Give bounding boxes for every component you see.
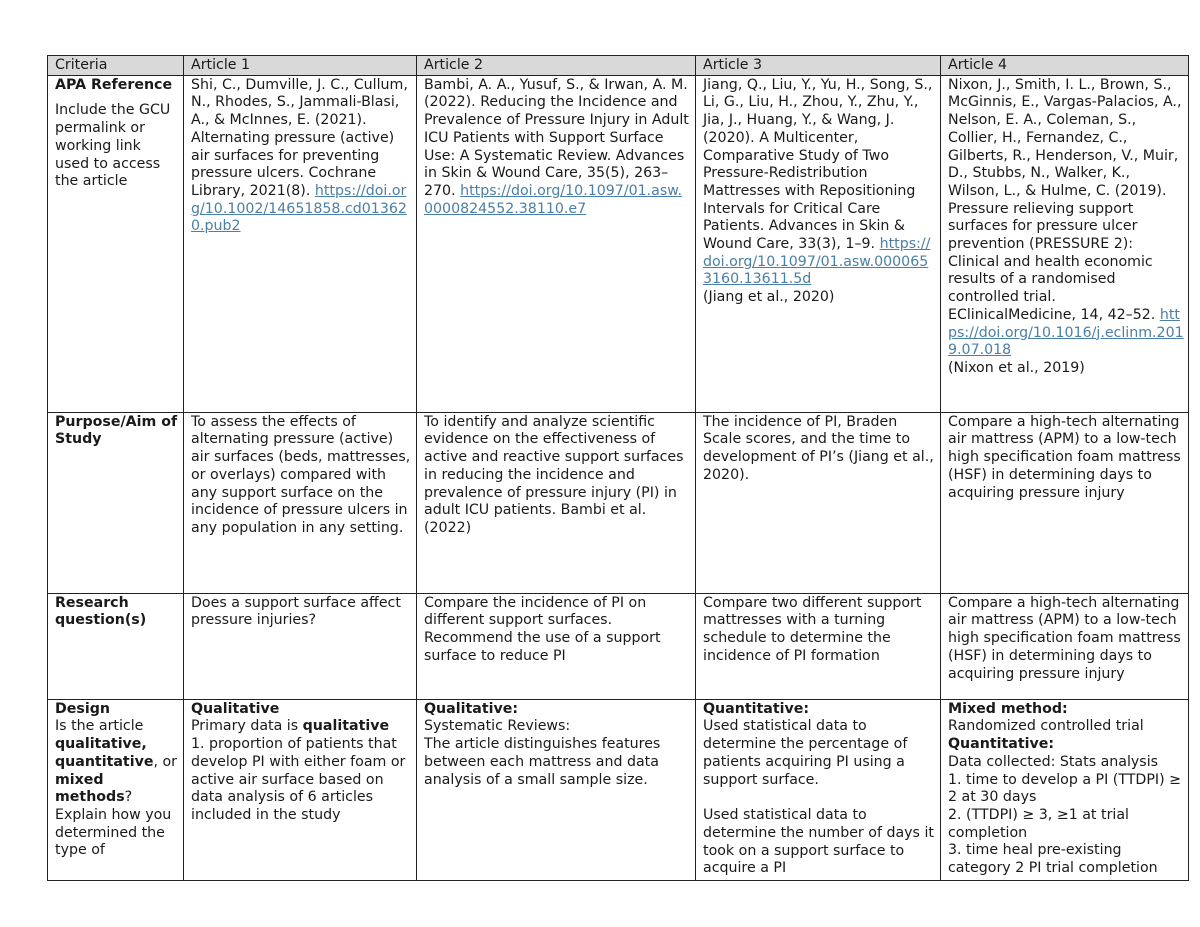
apa-article-1 [184, 75, 417, 412]
header-criteria: Criteria [48, 56, 184, 76]
design-a1-body: 1. proportion of patients that develop PI with either foam or active air surface based on data analysis of 6 articles included in the study [191, 736, 406, 823]
purpose-article-4: Compare a high-tech alternating air mattress (APM) to a low-tech high specification foam mattress (HSF) in determining days to acquiring pressure injury [941, 412, 1189, 593]
header-article-1: Article 1 [184, 56, 417, 76]
design-a1-head: Qualitative [191, 700, 280, 717]
apa-a2-citation: Bambi, A. A., Yusuf, S., & Irwan, A. M. (2022). Reducing the Incidence and Prevalence of Pressure Injury in Adult ICU Patients with Support Surface Use: A Systematic Review. Advances in Skin & Wound Care, 35(5), 263–270. [424, 76, 689, 199]
apa-a3-in-text: (Jiang et al., 2020) [703, 289, 835, 306]
header-row [48, 56, 1189, 76]
research-article-2: Compare the incidence of PI on different support surfaces. Recommend the use of a support surface to reduce PI [417, 593, 696, 699]
design-a2-head: Qualitative: [424, 700, 519, 717]
design-article-3 [696, 699, 941, 880]
apa-article-2 [417, 75, 696, 412]
design-a2-body: The article distinguishes features between each mattress and data analysis of a small sample size. [424, 736, 661, 788]
apa-a2-doi-link[interactable]: https://doi.org/10.1097/01.asw.0000824552.38110.e7 [424, 182, 683, 217]
purpose-label: Purpose/Aim of Study [48, 412, 184, 593]
apa-a1-doi-link[interactable]: https://doi.org/10.1002/14651858.cd013620.pub2 [191, 182, 407, 235]
design-a4-head: Mixed method: [948, 700, 1068, 717]
design-article-1 [184, 699, 417, 880]
design-a1-line1: Primary data is [191, 718, 299, 735]
research-article-3: Compare two different support mattresses with a turning schedule to determine the incidence of PI formation [696, 593, 941, 699]
design-a4-l2: 1. time to develop a PI (TTDPI) ≥ 2 at 30 days [948, 771, 1182, 806]
purpose-article-3: The incidence of PI, Braden Scale scores, and the time to development of PI’s (Jiang et al., 2020). [696, 412, 941, 593]
design-q8: ? [124, 789, 133, 806]
design-a1-line1-bold: qualitative [302, 718, 390, 735]
design-a3-head: Quantitative: [703, 700, 810, 717]
research-article-4: Compare a high-tech alternating air mattress (APM) to a low-tech high specification foam mattress (HSF) in determining days to acquiring pressure injury [941, 593, 1189, 699]
apa-a1-citation: Shi, C., Dumville, J. C., Cullum, N., Rhodes, S., Jammali-Blasi, A., & McInnes, E. (2021). Alternating pressure (active) air surfaces for preventing pressure ulcers. Cochrane Library, 2021(8). [191, 76, 408, 199]
purpose-row [48, 412, 1189, 593]
design-q4: , [153, 753, 158, 770]
header-article-4: Article 4 [941, 56, 1189, 76]
apa-a4-doi-link[interactable]: https://doi.org/10.1016/j.eclinm.2019.07.018 [948, 306, 1184, 359]
design-a4-l4: 3. time heal pre-existing category 2 PI trial completion [948, 842, 1158, 877]
design-a3-p1: Used statistical data to determine the percentage of patients acquiring PI using a support surface. [703, 718, 908, 788]
literature-evaluation-table [47, 55, 1189, 881]
design-q3: quantitative [55, 753, 154, 770]
design-label: Design [55, 700, 110, 717]
apa-a3-doi-link[interactable]: https://doi.org/10.1097/01.asw.0000653160.13611.5d [703, 236, 931, 288]
design-a2-sub: Systematic Reviews: [424, 718, 571, 735]
header-article-2: Article 2 [417, 56, 696, 76]
design-q1: Is the article [55, 718, 144, 735]
apa-a4-citation: Nixon, J., Smith, I. L., Brown, S., McGinnis, E., Vargas-Palacios, A., Nelson, E. A., Coleman, S., Collier, H., Fernandez, C., Gilberts, R., Henderson, V., Muir, D., Stubbs, N., Walker, K., Wilson, L., & Hulme, C. (2019). Pressure relieving support surfaces for pressure ulcer prevention (PRESSURE 2): Clinical and health economic results of a randomised controlled trial. EClinicalMedicine, 14, 42–52. [948, 76, 1182, 323]
research-question-row [48, 593, 1189, 699]
purpose-article-1: To assess the effects of alternating pressure (active) air surfaces (beds, mattresses, or overlays) compared with any support surface on the incidence of pressure ulcers in any population in any setting. [184, 412, 417, 593]
apa-criteria-cell [48, 75, 184, 412]
design-a4-sub: Randomized controlled trial [948, 718, 1144, 735]
research-article-1: Does a support surface affect pressure injuries? [184, 593, 417, 699]
header-article-3: Article 3 [696, 56, 941, 76]
purpose-article-2: To identify and analyze scientific evidence on the effectiveness of active and reactive support surfaces in reducing the incidence and prevalence of pressure injury (PI) in adult ICU patients. Bambi et al. (2022) [417, 412, 696, 593]
design-a3-p2: Used statistical data to determine the number of days it took on a support surface to acquire a PI [703, 807, 934, 877]
apa-reference-row [48, 75, 1189, 412]
apa-a4-in-text: (Nixon et al., 2019) [948, 359, 1085, 376]
design-a4-l1: Data collected: Stats analysis [948, 753, 1159, 770]
apa-article-3 [696, 75, 941, 412]
design-q5: or [162, 753, 177, 770]
apa-label: APA Reference [55, 76, 173, 93]
design-criteria-cell [48, 699, 184, 880]
design-article-4 [941, 699, 1189, 880]
design-row [48, 699, 1189, 880]
design-a4-head2: Quantitative: [948, 736, 1055, 753]
design-q2: qualitative, [55, 736, 147, 753]
design-q7: methods [55, 789, 125, 806]
design-article-2 [417, 699, 696, 880]
apa-a3-citation: Jiang, Q., Liu, Y., Yu, H., Song, S., Li, G., Liu, H., Zhou, Y., Zhu, Y., Jia, J., Huang, Y., & Wang, J. (2020). A Multicenter, Comparative Study of Two Pressure-Redistribution Mattresses with Repositioning Intervals for Critical Care Patients. Advances in Skin & Wound Care, 33(3), 1–9. [703, 76, 933, 253]
design-a4-l3: 2. (TTDPI) ≥ 3, ≥1 at trial completion [948, 806, 1129, 841]
design-q6: mixed [55, 771, 104, 788]
design-q9: Explain how you determined the type of [55, 806, 172, 859]
research-label: Research question(s) [48, 593, 184, 699]
apa-sublabel: Include the GCU permalink or working link used to access the article [55, 102, 171, 190]
apa-article-4 [941, 75, 1189, 412]
